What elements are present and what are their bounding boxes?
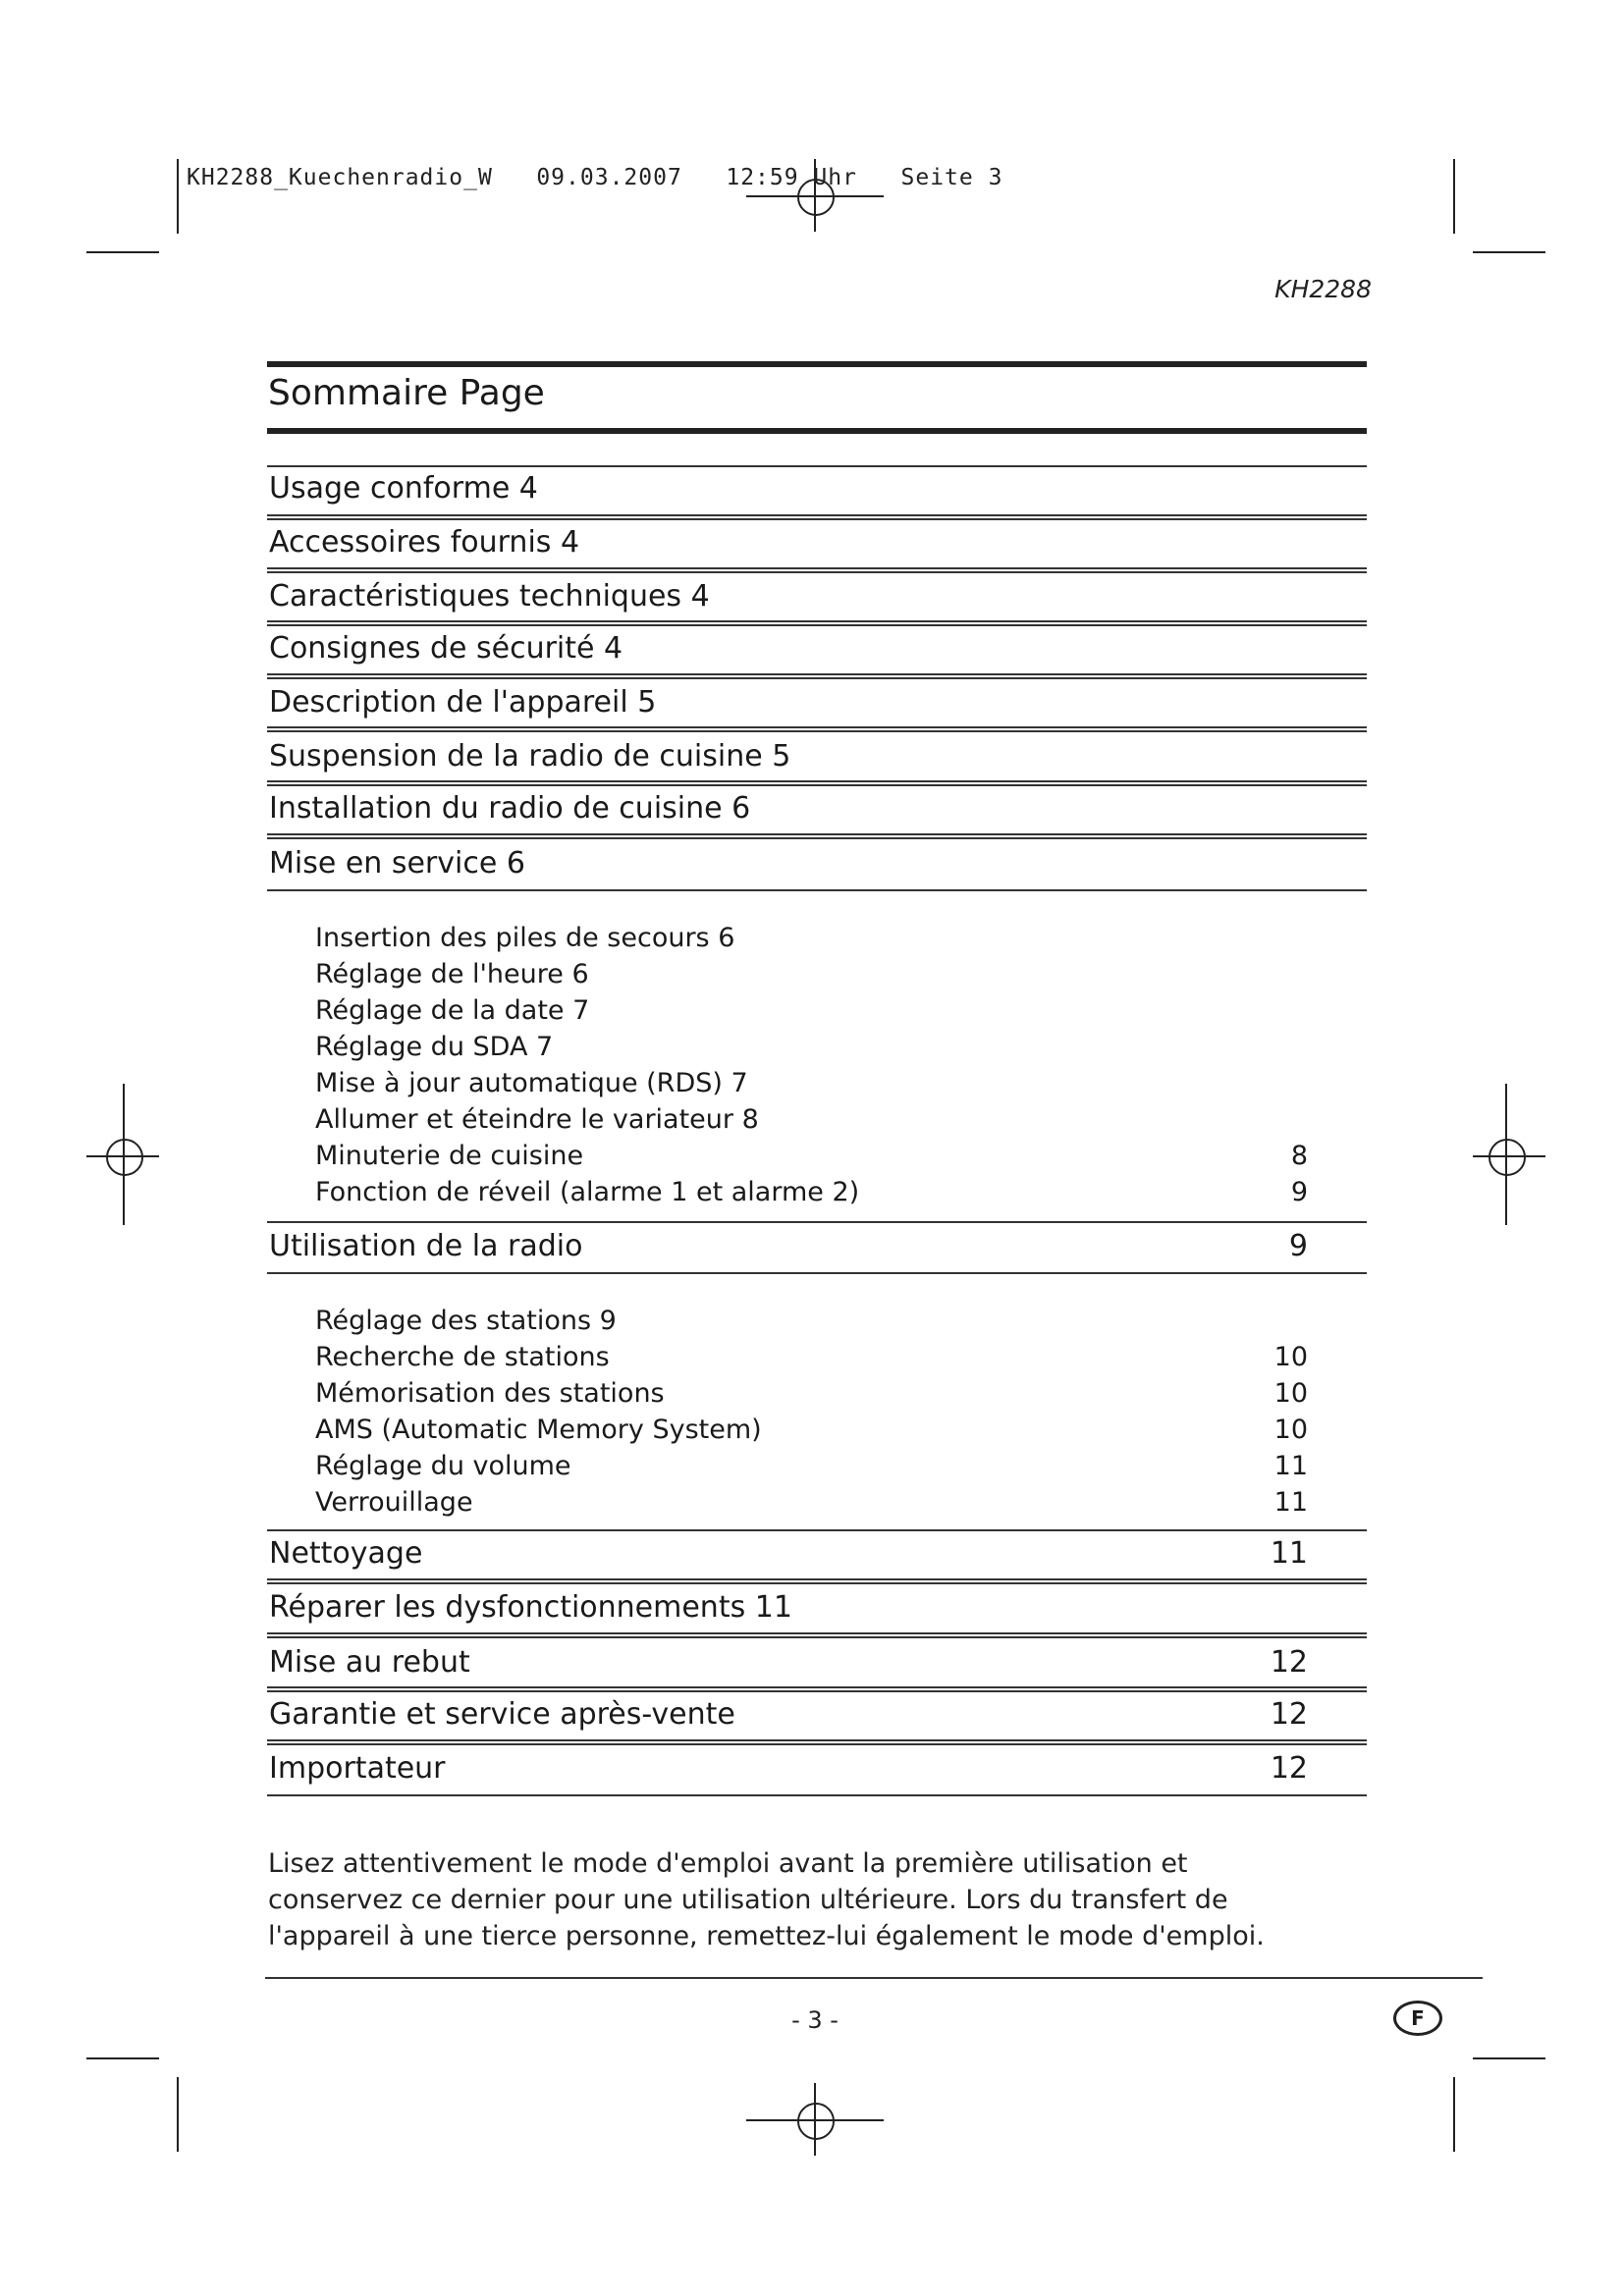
toc-page-number: 12	[1270, 1645, 1308, 1680]
toc-entry: Installation du radio de cuisine 6	[269, 791, 751, 826]
toc-subentry: Réglage des stations 9	[315, 1306, 617, 1336]
toc-entry: Mise en service 6	[269, 846, 525, 881]
print-slug: KH2288_Kuechenradio_W 09.03.2007 12:59 Uhr Seite 3	[187, 165, 1003, 190]
toc-entry: Accessoires fournis 4	[269, 525, 580, 560]
toc-page-number: 10	[1273, 1342, 1308, 1372]
toc-subentry: Fonction de réveil (alarme 1 et alarme 2)	[315, 1177, 860, 1207]
divider	[267, 833, 1367, 839]
toc-entry: Réparer les dysfonctionnements 11	[269, 1590, 792, 1625]
toc-subentry: Insertion des piles de secours 6	[315, 923, 735, 953]
toc-page-number: 12	[1270, 1697, 1308, 1732]
divider	[267, 673, 1367, 679]
footer-rule	[265, 1977, 1483, 1979]
divider	[267, 1221, 1367, 1223]
toc-page-number: 9	[1290, 1177, 1308, 1207]
divider	[267, 726, 1367, 732]
model-number: KH2288	[1274, 275, 1372, 303]
title-rule-top	[267, 361, 1367, 367]
divider	[267, 780, 1367, 786]
crop-mark	[86, 2057, 159, 2059]
divider	[267, 1529, 1367, 1531]
divider	[267, 889, 1367, 891]
crop-mark	[1453, 159, 1455, 234]
toc-entry: Consignes de sécurité 4	[269, 631, 623, 666]
toc-entry: Description de l'appareil 5	[269, 685, 657, 720]
toc-entry: Caractéristiques techniques 4	[269, 579, 710, 614]
divider	[267, 465, 1367, 467]
divider	[267, 1578, 1367, 1584]
toc-page-number: 11	[1273, 1487, 1308, 1518]
toc-subentry: Allumer et éteindre le variateur 8	[315, 1104, 759, 1135]
crop-mark	[1473, 251, 1545, 253]
toc-subentry: Réglage du volume	[315, 1451, 571, 1481]
toc-entry: Garantie et service après-vente	[269, 1697, 735, 1732]
crop-mark	[177, 159, 179, 234]
toc-page-number: 11	[1270, 1536, 1308, 1571]
toc-entry: Nettoyage	[269, 1536, 423, 1571]
crop-mark	[1473, 2057, 1545, 2059]
divider	[267, 1794, 1367, 1796]
usage-note: Lisez attentivement le mode d'emploi avant la première utilisation et conservez ce dernier pour une utilisation ultérieure. Lors du transfert de l'appareil à une tierce personne, remettez-lui également le mode d'emploi.	[268, 1848, 1265, 1951]
toc-page-number: 11	[1273, 1451, 1308, 1481]
toc-entry: Utilisation de la radio	[269, 1229, 583, 1263]
toc-entry: Usage conforme 4	[269, 471, 538, 506]
page-number: - 3 -	[791, 2006, 839, 2034]
language-badge: F	[1393, 2001, 1442, 2036]
page-title: Sommaire Page	[268, 373, 545, 413]
toc-page-number: 9	[1288, 1229, 1308, 1263]
toc-entry: Importateur	[269, 1751, 446, 1786]
toc-entry: Suspension de la radio de cuisine 5	[269, 739, 791, 774]
toc-subentry: Réglage du SDA 7	[315, 1032, 554, 1062]
toc-subentry: Réglage de la date 7	[315, 995, 590, 1026]
toc-page-number: 12	[1270, 1751, 1308, 1786]
toc-subentry: Minuterie de cuisine	[315, 1141, 584, 1171]
crop-mark	[86, 251, 159, 253]
toc-page-number: 10	[1273, 1378, 1308, 1409]
toc-page-number: 10	[1273, 1415, 1308, 1445]
toc-page-number: 8	[1290, 1141, 1308, 1171]
crop-mark	[177, 2077, 179, 2152]
divider	[267, 1272, 1367, 1274]
divider	[267, 620, 1367, 626]
toc-entry: Mise au rebut	[269, 1645, 470, 1680]
divider	[267, 567, 1367, 573]
toc-subentry: Recherche de stations	[315, 1342, 610, 1372]
divider	[267, 514, 1367, 520]
toc-subentry: Réglage de l'heure 6	[315, 959, 589, 989]
toc-subentry: Verrouillage	[315, 1487, 473, 1518]
toc-subentry: AMS (Automatic Memory System)	[315, 1415, 762, 1445]
crop-mark	[1453, 2077, 1455, 2152]
divider	[267, 1739, 1367, 1745]
toc-subentry: Mise à jour automatique (RDS) 7	[315, 1068, 748, 1098]
divider	[267, 1632, 1367, 1638]
title-rule-bottom	[267, 428, 1367, 434]
toc-subentry: Mémorisation des stations	[315, 1378, 665, 1409]
divider	[267, 1686, 1367, 1692]
